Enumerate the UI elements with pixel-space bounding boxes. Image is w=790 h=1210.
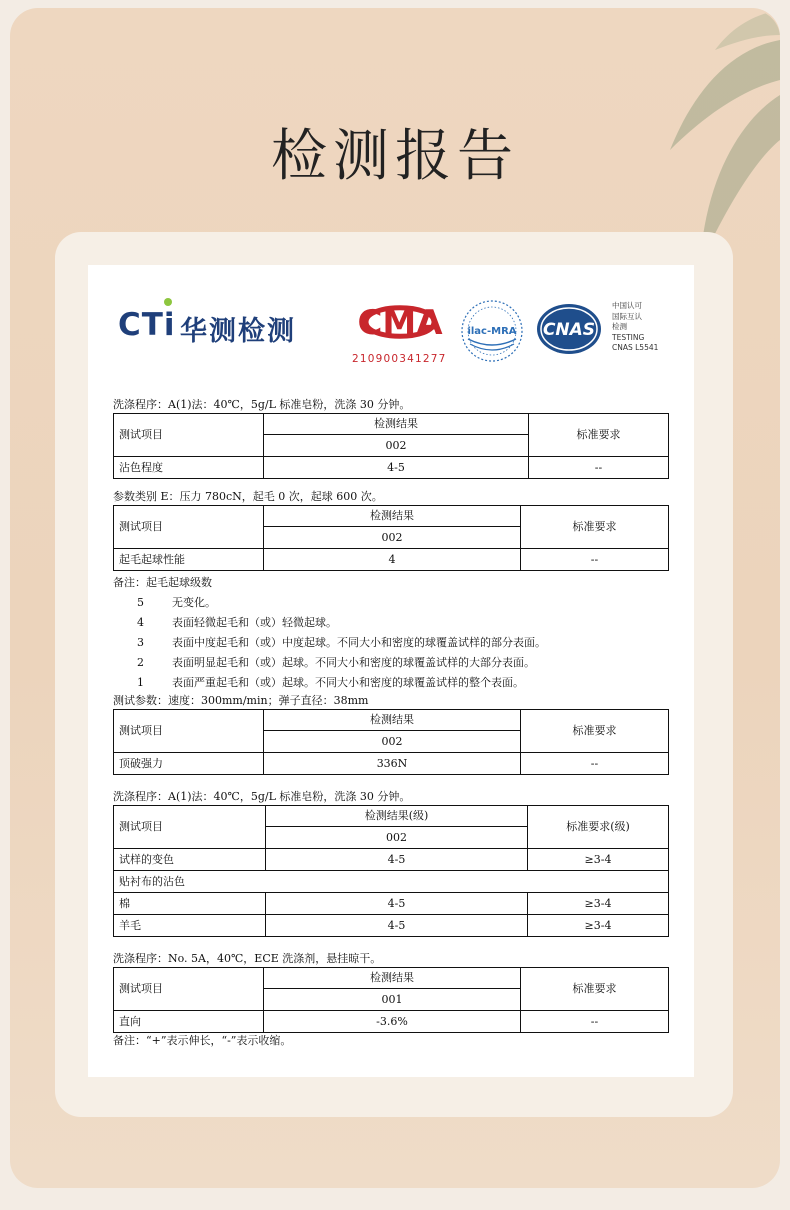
section-caption: 测试参数：速度：300mm/min；弹子直径：38mm (113, 694, 369, 707)
row-item: 顶破强力 (114, 753, 264, 775)
cnas-note (612, 301, 658, 354)
pilling-grade-notes (113, 573, 668, 693)
note-item (113, 633, 668, 653)
notes-title: 备注：起毛起球级数 (113, 576, 212, 589)
col-header-standard: 标准要求 (521, 710, 669, 753)
row-item: 起毛起球性能 (114, 549, 264, 571)
section-caption: 洗涤程序：No. 5A，40℃，ECE 洗涤剂，悬挂晾干。 (113, 952, 382, 965)
col-header-item: 测试项目 (114, 968, 264, 1011)
row-result: 4-5 (266, 893, 528, 915)
col-header-standard: 标准要求 (521, 506, 669, 549)
ilac-mra-logo (460, 299, 524, 363)
sample-id: 002 (266, 827, 528, 849)
cnas-note-line: 检测 (612, 322, 627, 331)
row-result: 4-5 (266, 849, 528, 871)
row-standard: -- (521, 753, 669, 775)
cma-logo-text: CMA (357, 303, 443, 343)
col-header-item: 测试项目 (114, 806, 266, 849)
cma-number: 210900341277 (352, 353, 447, 365)
row-item: 直向 (114, 1011, 264, 1033)
col-header-item: 测试项目 (114, 414, 264, 457)
note-item (113, 673, 668, 693)
note-text: 表面中度起毛和（或）中度起球。不同大小和密度的球覆盖试样的部分表面。 (172, 636, 546, 649)
col-header-item: 测试项目 (114, 710, 264, 753)
row-result: 4 (264, 549, 521, 571)
row-result: 336N (264, 753, 521, 775)
footnote: 备注：“+”表示伸长，“-”表示收缩。 (113, 1034, 292, 1047)
note-grade: 4 (137, 616, 144, 629)
cti-chinese-name: 华测检测 (180, 316, 296, 347)
row-result: 4-5 (264, 457, 529, 479)
note-item (113, 593, 668, 613)
cti-logo-dot (164, 298, 172, 306)
col-header-standard: 标准要求(级) (528, 806, 669, 849)
note-text: 表面轻微起毛和（或）轻微起球。 (172, 616, 337, 629)
col-header-result: 检测结果 (264, 968, 521, 989)
cti-logo: CTi (118, 307, 176, 343)
note-grade: 3 (137, 636, 144, 649)
row-group-label: 贴衬布的沾色 (114, 871, 669, 893)
note-text: 表面明显起毛和（或）起球。不同大小和密度的球覆盖试样的大部分表面。 (172, 656, 535, 669)
col-header-result: 检测结果 (264, 414, 529, 435)
result-table (113, 413, 669, 479)
sample-id: 002 (264, 435, 529, 457)
col-header-result: 检测结果(级) (266, 806, 528, 827)
col-header-item: 测试项目 (114, 506, 264, 549)
cnas-logo (534, 301, 604, 357)
cnas-note-line: 中国认可 (612, 301, 642, 310)
page-title: 检测报告 (271, 124, 519, 189)
note-item (113, 653, 668, 673)
logo-bar (88, 265, 694, 375)
section-caption: 洗涤程序：A(1)法：40℃，5g/L 标准皂粉，洗涤 30 分钟。 (113, 398, 411, 411)
row-standard: ≥3-4 (528, 849, 669, 871)
cnas-logo-text: CNAS (542, 320, 596, 340)
note-grade: 1 (137, 676, 144, 689)
sample-id: 002 (264, 527, 521, 549)
row-standard: -- (529, 457, 669, 479)
cnas-note-line: TESTING (612, 332, 645, 342)
col-header-standard: 标准要求 (529, 414, 669, 457)
cma-logo (354, 295, 446, 349)
row-item: 沾色程度 (114, 457, 264, 479)
note-grade: 2 (137, 656, 144, 669)
sample-id: 001 (264, 989, 521, 1011)
row-result: 4-5 (266, 915, 528, 937)
result-table (113, 505, 669, 571)
result-table (113, 805, 669, 937)
col-header-result: 检测结果 (264, 506, 521, 527)
row-item: 试样的变色 (114, 849, 266, 871)
sample-id: 002 (264, 731, 521, 753)
ilac-mra-logo-text: ilac-MRA (467, 326, 517, 337)
col-header-result: 检测结果 (264, 710, 521, 731)
note-text: 表面严重起毛和（或）起球。不同大小和密度的球覆盖试样的整个表面。 (172, 676, 524, 689)
row-standard: ≥3-4 (528, 915, 669, 937)
report-paper (88, 265, 694, 1077)
row-standard: -- (521, 1011, 669, 1033)
cnas-note-line: CNAS L5541 (612, 343, 659, 352)
report-body (113, 397, 668, 1049)
note-item (113, 613, 668, 633)
cnas-note-line: 国际互认 (612, 311, 642, 321)
row-standard: -- (521, 549, 669, 571)
section-caption: 洗涤程序：A(1)法：40℃，5g/L 标准皂粉，洗涤 30 分钟。 (113, 790, 411, 803)
section-caption: 参数类别 E：压力 780cN，起毛 0 次，起球 600 次。 (113, 490, 383, 503)
row-item: 棉 (114, 893, 266, 915)
col-header-standard: 标准要求 (521, 968, 669, 1011)
row-result: -3.6% (264, 1011, 521, 1033)
row-standard: ≥3-4 (528, 893, 669, 915)
note-grade: 5 (137, 596, 144, 609)
result-table (113, 967, 669, 1033)
result-table (113, 709, 669, 775)
row-item: 羊毛 (114, 915, 266, 937)
note-text: 无变化。 (172, 596, 216, 609)
